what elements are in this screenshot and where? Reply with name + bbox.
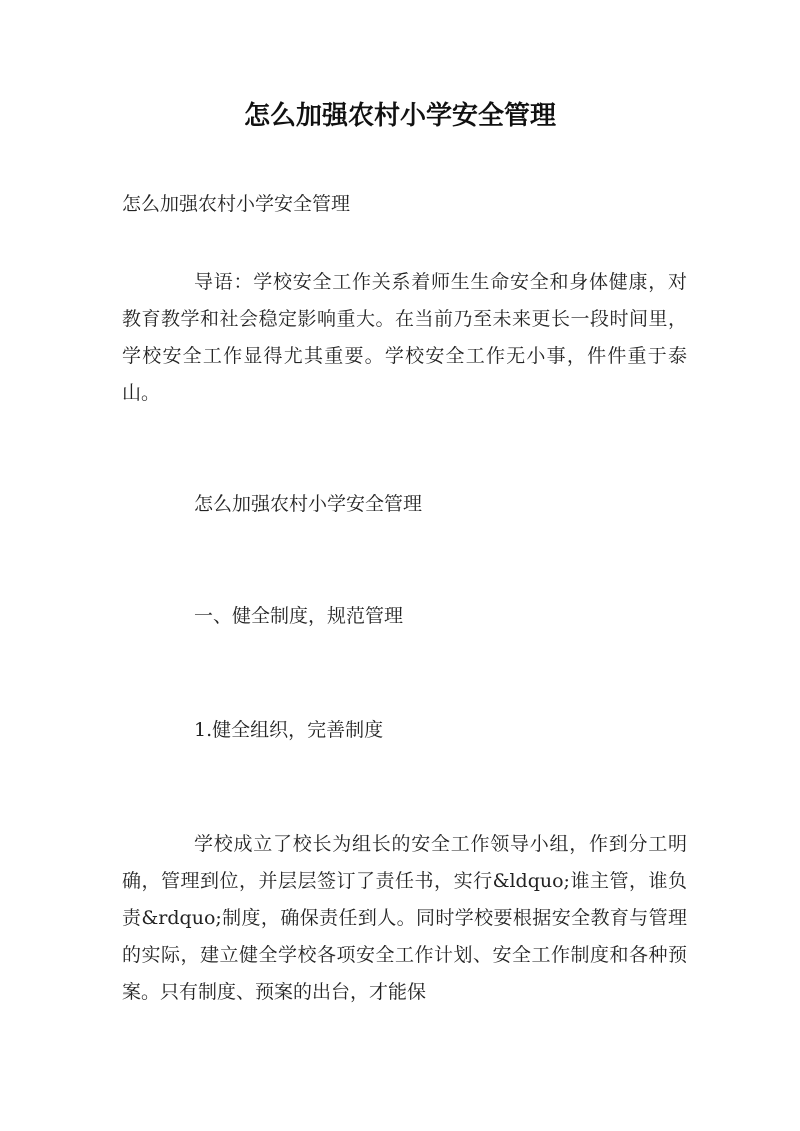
document-subtitle: 怎么加强农村小学安全管理 — [122, 193, 351, 215]
section-heading-1: 一、健全制度，规范管理 — [194, 605, 404, 627]
subsection-heading-1-1: 1.健全组织，完善制度 — [194, 719, 384, 741]
document-title: 怎么加强农村小学安全管理 — [243, 101, 556, 131]
section-title: 怎么加强农村小学安全管理 — [194, 493, 423, 515]
intro-paragraph: 导语：学校安全工作关系着师生生命安全和身体健康，对教育教学和社会稳定影响重大。在当前乃至未来更长一段时间里，学校安全工作显得尤其重要。学校安全工作无小事，件件重于泰山。 — [122, 271, 687, 404]
body-paragraph: 学校成立了校长为组长的安全工作领导小组，作到分工明确，管理到位，并层层签订了责任书，实行&ldquo;谁主管，谁负责&rdquo;制度，确保责任到人。同时学校要根据安全教育与管理的实际，建立健全学校各项安全工作计划、安全工作制度和各种预案。只有制度、预案的出台，才能保 — [122, 833, 687, 1003]
